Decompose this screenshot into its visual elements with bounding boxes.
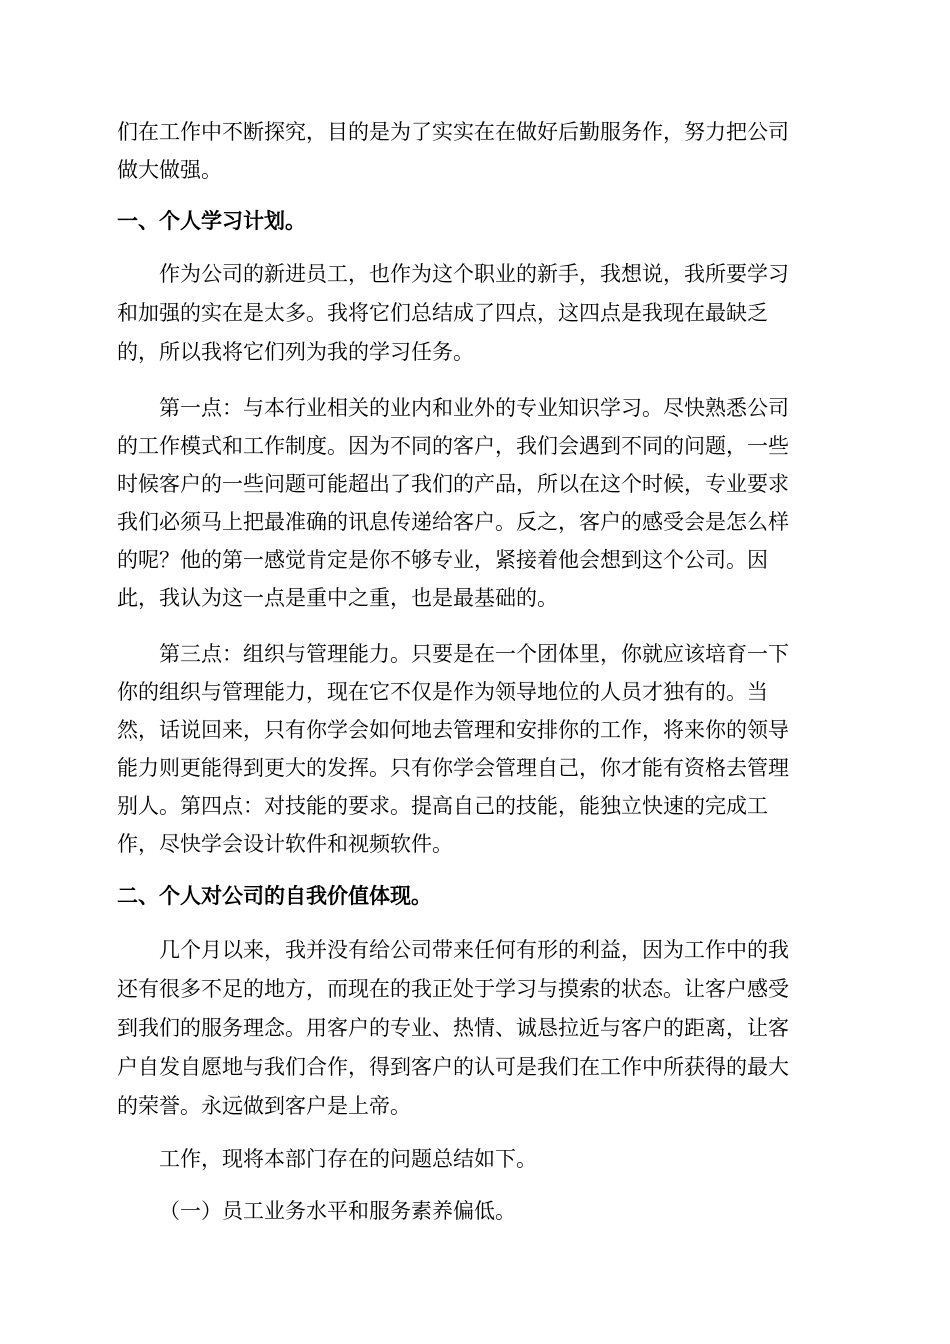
paragraph-line: 和加强的实在是太多。我将它们总结成了四点，这四点是我现在最缺乏 — [117, 301, 768, 325]
paragraph-line: 的荣誉。永远做到客户是上帝。 — [117, 1094, 411, 1118]
paragraph-line: 到我们的服务理念。用客户的专业、热情、诚恳拉近与客户的距离，让客 — [117, 1016, 789, 1040]
paragraph-line: 别人。第四点：对技能的要求。提高自己的技能，能独立快速的完成工 — [117, 794, 768, 818]
paragraph-line: 然，话说回来，只有你学会如何地去管理和安排你的工作，将来你的领导 — [117, 718, 789, 742]
section-heading-2: 二、个人对公司的自我价值体现。 — [117, 883, 432, 908]
paragraph-line: 作为公司的新进员工，也作为这个职业的新手，我想说，我所要学习 — [159, 262, 789, 286]
paragraph-line: 我们必须马上把最准确的讯息传递给客户。反之，客户的感受会是怎么样 — [117, 510, 789, 534]
paragraph-line: 几个月以来，我并没有给公司带来任何有形的利益，因为工作中的我 — [159, 938, 789, 962]
paragraph-line: 此，我认为这一点是重中之重，也是最基础的。 — [117, 586, 558, 610]
paragraph-line: （一）员工业务水平和服务素养偏低。 — [159, 1199, 516, 1223]
paragraph-line: 工作，现将本部门存在的问题总结如下。 — [159, 1147, 537, 1171]
paragraph-line: 你的组织与管理能力，现在它不仅是作为领导地位的人员才独有的。当 — [117, 680, 768, 704]
paragraph-line: 作，尽快学会设计软件和视频软件。 — [117, 832, 453, 856]
paragraph-line: 第一点：与本行业相关的业内和业外的专业知识学习。尽快熟悉公司 — [159, 396, 789, 420]
paragraph-line: 能力则更能得到更大的发挥。只有你学会管理自己，你才能有资格去管理 — [117, 756, 789, 780]
paragraph-line: 们在工作中不断探究，目的是为了实实在在做好后勤服务作，努力把公司 — [117, 120, 789, 144]
paragraph-line: 还有很多不足的地方，而现在的我正处于学习与摸索的状态。让客户感受 — [117, 977, 789, 1001]
paragraph-line: 第三点：组织与管理能力。只要是在一个团体里，你就应该培育一下 — [159, 642, 789, 666]
paragraph-line: 的呢？他的第一感觉肯定是你不够专业，紧接着他会想到这个公司。因 — [117, 548, 768, 572]
paragraph-line: 时候客户的一些问题可能超出了我们的产品，所以在这个时候，专业要求 — [117, 472, 789, 496]
paragraph-line: 做大做强。 — [117, 158, 222, 182]
paragraph-line: 的，所以我将它们列为我的学习任务。 — [117, 340, 474, 364]
paragraph-line: 的工作模式和工作制度。因为不同的客户，我们会遇到不同的问题，一些 — [117, 434, 789, 458]
section-heading-1: 一、个人学习计划。 — [117, 208, 306, 233]
paragraph-line: 户自发自愿地与我们合作，得到客户的认可是我们在工作中所获得的最大 — [117, 1055, 789, 1079]
